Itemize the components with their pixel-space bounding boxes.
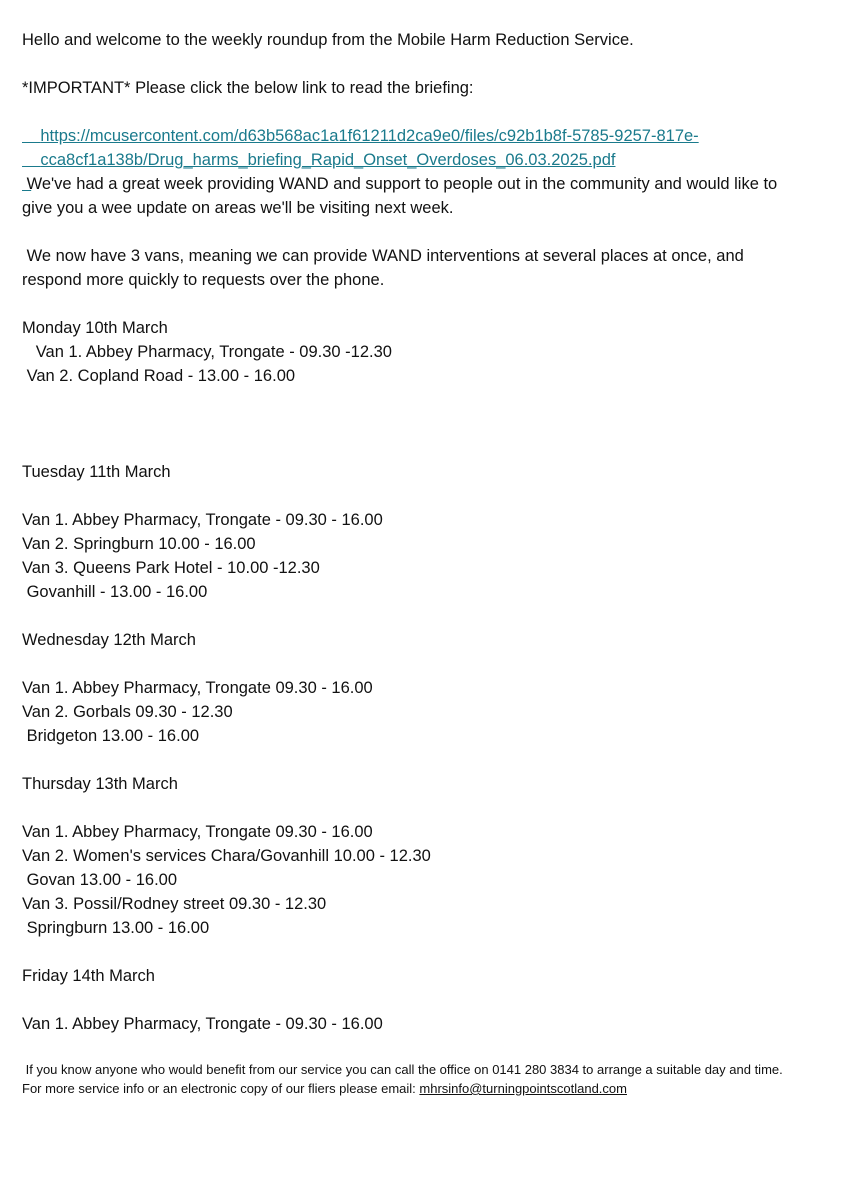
schedule-entry: Govan 13.00 - 16.00 xyxy=(22,871,178,889)
day-heading: Friday 14th March xyxy=(22,967,155,985)
schedule-entry: Govanhill - 13.00 - 16.00 xyxy=(22,583,208,601)
schedule-entry: Van 1. Abbey Pharmacy, Trongate 09.30 - 16.00 xyxy=(22,679,373,697)
schedule-entry: Van 2. Gorbals 09.30 - 12.30 xyxy=(22,703,233,721)
footer-email-line xyxy=(22,1079,828,1098)
day-heading: Thursday 13th March xyxy=(22,775,178,793)
schedule-entry: Van 3. Possil/Rodney street 09.30 - 12.30 xyxy=(22,895,327,913)
update-paragraph-line-1: We've had a great week providing WAND and support to people out in the community and would like to xyxy=(22,175,778,193)
day-heading: Wednesday 12th March xyxy=(22,631,196,649)
footer-call-text: If you know anyone who would benefit from our service you can call the office on 0141 280 3834 to arrange a suitable day and time. xyxy=(22,1062,783,1077)
schedule-entry: Van 2. Copland Road - 13.00 - 16.00 xyxy=(22,367,296,385)
day-heading: Tuesday 11th March xyxy=(22,463,171,481)
schedule-entry: Van 1. Abbey Pharmacy, Trongate 09.30 - 16.00 xyxy=(22,823,373,841)
schedule-entry: Van 1. Abbey Pharmacy, Trongate - 09.30 - 16.00 xyxy=(22,511,383,529)
schedule-entry: Springburn 13.00 - 16.00 xyxy=(22,919,210,937)
schedule-monday xyxy=(22,316,828,388)
schedule-thursday xyxy=(22,772,828,940)
footer xyxy=(22,1060,828,1098)
schedule-entry: Van 3. Queens Park Hotel - 10.00 -12.30 xyxy=(22,559,320,577)
briefing-link-line-2[interactable]: cca8cf1a138b/Drug_harms_briefing_Rapid_Onset_Overdoses_06.03.2025.pdf xyxy=(40,151,616,169)
vans-paragraph-line-2: respond more quickly to requests over the phone. xyxy=(22,271,385,289)
vans-paragraph-line-1: We now have 3 vans, meaning we can provide WAND interventions at several places at once, and xyxy=(22,247,744,265)
schedule-entry: Van 1. Abbey Pharmacy, Trongate - 09.30 -12.30 xyxy=(22,343,392,361)
update-paragraph-line-2: give you a wee update on areas we'll be visiting next week. xyxy=(22,199,454,217)
newsletter-body xyxy=(22,28,828,1036)
schedule-entry: Van 1. Abbey Pharmacy, Trongate - 09.30 - 16.00 xyxy=(22,1015,383,1033)
footer-email-prefix: For more service info or an electronic copy of our fliers please email: xyxy=(22,1081,420,1096)
schedule-tuesday xyxy=(22,460,828,604)
briefing-link-line-1[interactable]: https://mcusercontent.com/d63b568ac1a1f61211d2ca9e0/files/c92b1b8f-5785-9257-817e- xyxy=(40,127,699,145)
briefing-link[interactable] xyxy=(22,100,828,145)
day-heading: Monday 10th March xyxy=(22,319,168,337)
schedule-entry: Bridgeton 13.00 - 16.00 xyxy=(22,727,200,745)
schedule-entry: Van 2. Women's services Chara/Govanhill 10.00 - 12.30 xyxy=(22,847,431,865)
intro-text: Hello and welcome to the weekly roundup from the Mobile Harm Reduction Service. xyxy=(22,31,634,49)
schedule-wednesday xyxy=(22,628,828,748)
schedule-entry: Van 2. Springburn 10.00 - 16.00 xyxy=(22,535,256,553)
schedule-friday xyxy=(22,964,828,1036)
email-link[interactable]: mhrsinfo@turningpointscotland.com xyxy=(419,1081,627,1096)
important-notice: *IMPORTANT* Please click the below link to read the briefing: xyxy=(22,79,474,97)
